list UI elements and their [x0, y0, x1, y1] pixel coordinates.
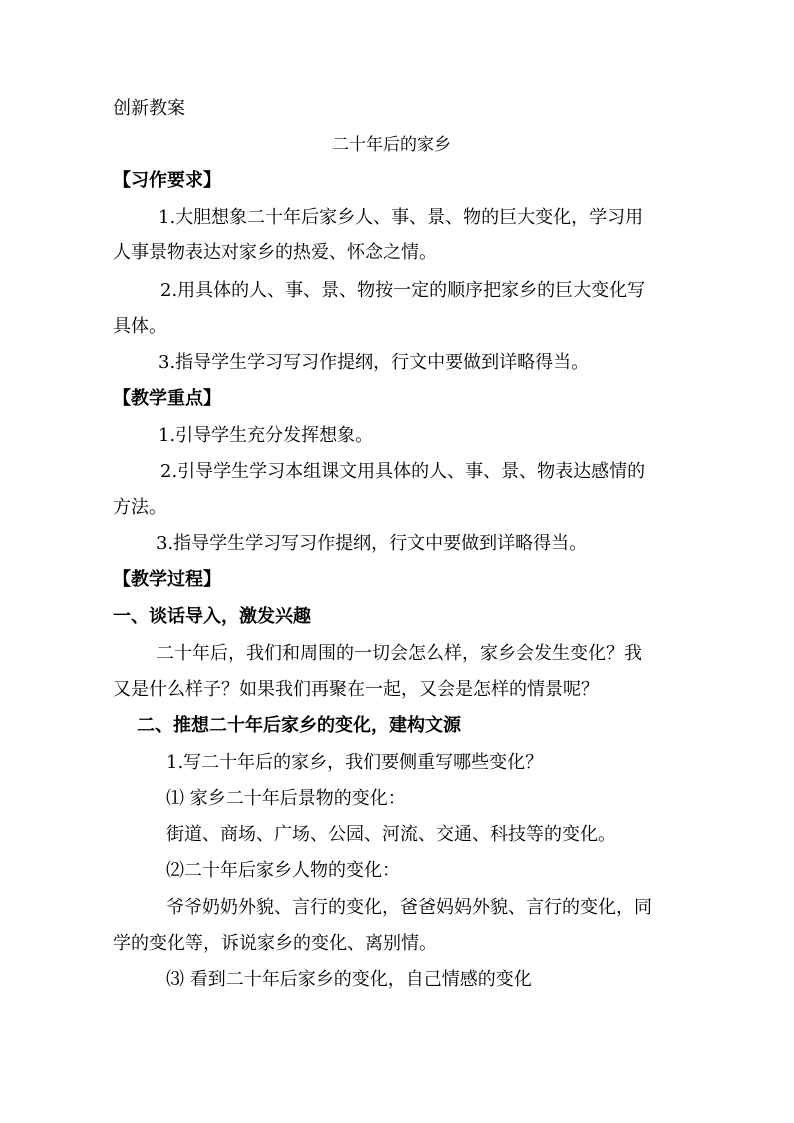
process-part1-line-2: 又是什么样子？如果我们再聚在一起，又会是怎样的情景呢？ [113, 679, 599, 700]
focus-heading: 【教学重点】 [113, 388, 221, 409]
process-part1-line-1: 二十年后，我们和周围的一切会怎么样，家乡会发生变化？我 [156, 643, 642, 664]
process-part2-line-6: 学的变化等，诉说家乡的变化、离别情。 [113, 933, 437, 954]
requirement-item-2-cont: 具体。 [113, 316, 167, 337]
process-part2-line-3: 街道、商场、广场、公园、河流、交通、科技等的变化。 [166, 824, 616, 845]
requirements-heading: 【习作要求】 [113, 170, 221, 191]
focus-item-3: 3.指导学生学习写习作提纲，行文中要做到详略得当。 [156, 533, 588, 554]
requirement-item-2: 2.用具体的人、事、景、物按一定的顺序把家乡的巨大变化写 [160, 280, 646, 301]
process-part2-line-1: 1.写二十年后的家乡，我们要侧重写哪些变化？ [166, 752, 544, 773]
focus-item-1: 1.引导学生充分发挥想象。 [158, 425, 374, 446]
process-part2-heading: 二、推想二十年后家乡的变化，建构文源 [137, 715, 461, 736]
doc-title: 二十年后的家乡 [332, 135, 451, 155]
process-part2-line-5: 爷爷奶奶外貌、言行的变化，爸爸妈妈外貌、言行的变化，同 [166, 897, 652, 918]
requirement-item-1: 1.大胆想象二十年后家乡人、事、景、物的巨大变化，学习用 [158, 207, 644, 228]
process-part2-line-2: ⑴ 家乡二十年后景物的变化： [166, 788, 406, 809]
process-part1-heading: 一、谈话导入，激发兴趣 [113, 606, 311, 627]
process-part2-line-4: ⑵二十年后家乡人物的变化： [166, 860, 400, 881]
process-heading: 【教学过程】 [113, 569, 221, 590]
requirement-item-1-cont: 人事景物表达对家乡的热爱、怀念之情。 [113, 242, 437, 263]
requirement-item-3: 3.指导学生学习写习作提纲，行文中要做到详略得当。 [158, 352, 590, 373]
focus-item-2: 2.引导学生学习本组课文用具体的人、事、景、物表达感情的 [160, 461, 646, 482]
doc-header: 创新教案 [113, 98, 185, 119]
focus-item-2-cont: 方法。 [113, 497, 167, 518]
process-part2-line-7: ⑶ 看到二十年后家乡的变化，自己情感的变化 [166, 969, 532, 990]
